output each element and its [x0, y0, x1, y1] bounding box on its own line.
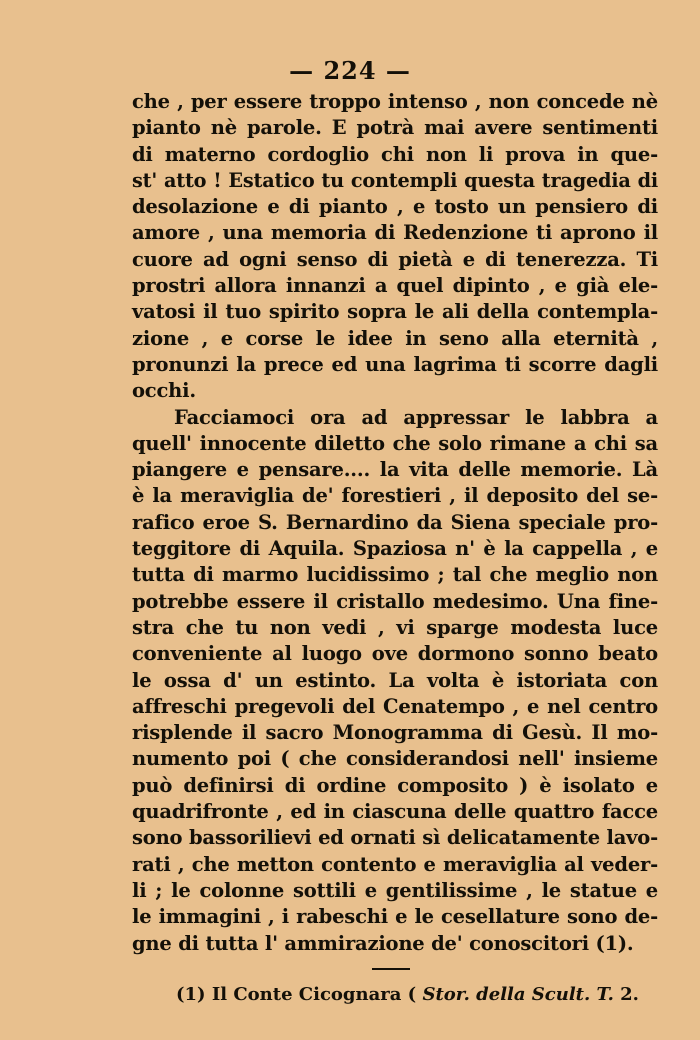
text-line: prostri allora innanzi a quel dipinto , e già ele- — [132, 274, 658, 298]
text-line: quadrifronte , ed in ciascuna delle quattro facce — [132, 800, 658, 824]
text-line: rati , che metton contento e meraviglia al veder- — [132, 852, 658, 876]
text-line: pronunzi la prece ed una lagrima ti scorre dagli — [132, 352, 658, 376]
text-line: quell' innocente diletto che solo rimane a chi sa — [132, 431, 658, 455]
paragraph — [132, 405, 658, 957]
text-line: numento poi ( che considerandosi nell' insieme — [132, 747, 658, 771]
text-line: desolazione e di pianto , e tosto un pensiero di — [132, 195, 658, 219]
footnote-divider — [372, 968, 410, 970]
text-line: gne di tutta l' ammirazione de' conoscitori (1). — [132, 931, 634, 955]
text-line: amore , una memoria di Redenzione ti aprono il — [132, 221, 658, 245]
text-line: zione , e corse le idee in seno alla eternità , — [132, 326, 658, 350]
text-line: teggitore di Aquila. Spaziosa n' è la cappella , e — [132, 537, 658, 561]
footnote-text: (1) Il Conte Cicognara ( — [176, 984, 423, 1005]
paragraph — [132, 89, 658, 405]
text-line: affreschi pregevoli del Cenatempo , e nel centro — [132, 694, 658, 718]
text-line: può definirsi di ordine composito ) è isolato e — [132, 773, 658, 797]
body-text — [132, 89, 658, 957]
page-number: — 224 — — [289, 56, 411, 85]
text-line: è la meraviglia de' forestieri , il deposito del se- — [132, 484, 658, 508]
text-line: di materno cordoglio chi non li prova in que- — [132, 142, 658, 166]
text-line: le ossa d' un estinto. La volta è istoriata con — [132, 668, 658, 692]
text-line: vatosi il tuo spirito sopra le ali della contempla- — [132, 300, 658, 324]
text-line: li ; le colonne sottili e gentilissime , le statue e — [132, 878, 658, 902]
text-line: occhi. — [132, 379, 196, 403]
text-line: st' atto ! Estatico tu contempli questa tragedia di — [132, 168, 658, 192]
text-line: risplende il sacro Monogramma di Gesù. Il mo- — [132, 721, 658, 745]
text-line: rafico eroe S. Bernardino da Siena speciale pro- — [132, 510, 658, 534]
footnote-volume: 2. — [613, 984, 639, 1005]
text-line: tutta di marmo lucidissimo ; tal che meglio non — [132, 563, 658, 587]
text-line: Facciamoci ora ad appressar le labbra a — [174, 405, 658, 429]
text-line: conveniente al luogo ove dormono sonno beato — [132, 642, 658, 666]
text-line: piangere e pensare.... la vita delle memorie. Là — [132, 458, 658, 482]
text-line: sono bassorilievi ed ornati sì delicatamente lavo- — [132, 826, 658, 850]
text-line: cuore ad ogni senso di pietà e di tenerezza. Ti — [132, 247, 658, 271]
footnote-citation: Stor. della Scult. T. — [422, 984, 614, 1005]
footnote — [176, 982, 639, 1008]
text-line: le immagini , i rabeschi e le cesellature sono de- — [132, 905, 658, 929]
text-line: stra che tu non vedi , vi sparge modesta luce — [132, 615, 658, 639]
text-line: potrebbe essere il cristallo medesimo. Una fine- — [132, 589, 658, 613]
text-line: pianto nè parole. E potrà mai avere sentimenti — [132, 116, 658, 140]
text-line: che , per essere troppo intenso , non concede nè — [132, 90, 658, 113]
